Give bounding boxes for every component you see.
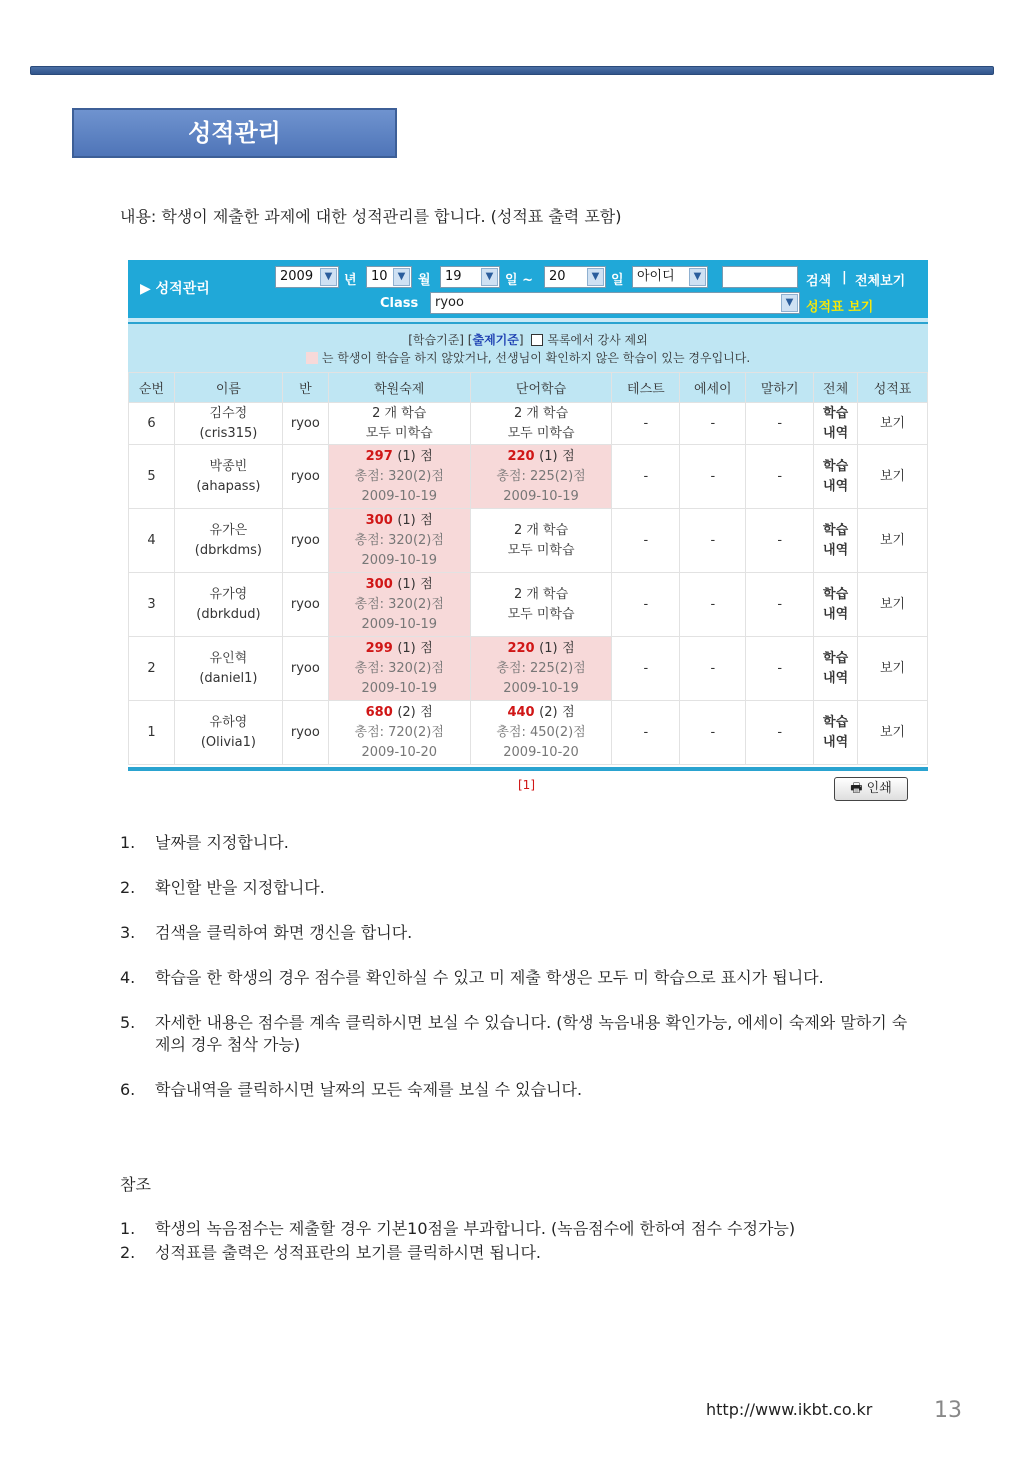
- study-history-link[interactable]: 학습 내역: [814, 509, 858, 573]
- chevron-down-icon: ▼: [320, 268, 337, 286]
- month-select[interactable]: 10 ▼: [366, 266, 412, 288]
- month-unit: 월: [418, 273, 431, 288]
- col-no: 순번: [129, 373, 175, 403]
- report-view-link[interactable]: 보기: [858, 445, 928, 509]
- col-word-study: 단어학습: [470, 373, 612, 403]
- homework-cell[interactable]: 2 개 학습 모두 미학습: [328, 403, 470, 445]
- col-all: 전체: [814, 373, 858, 403]
- col-name: 이름: [174, 373, 282, 403]
- day-from-select[interactable]: 19 ▼: [440, 266, 500, 288]
- steps-list: [120, 832, 920, 1124]
- homework-cell[interactable]: 297 (1) 점 총점: 320(2)점 2009-10-19: [328, 445, 470, 509]
- list-item: 5. 자세한 내용은 점수를 계속 클릭하시면 보실 수 있습니다. (학생 녹음내용 확인가능, 에세이 숙제와 말하기 숙제의 경우 첨삭 가능): [120, 1013, 908, 1054]
- list-item: 1. 학생의 녹음점수는 제출할 경우 기본10점을 부과합니다. (녹음점수에 한하여 점수 수정가능): [120, 1219, 796, 1238]
- word-study-cell[interactable]: 2 개 학습 모두 미학습: [470, 403, 612, 445]
- footer-url: http://www.ikbt.co.kr: [706, 1400, 873, 1419]
- homework-cell[interactable]: 300 (1) 점 총점: 320(2)점 2009-10-19: [328, 573, 470, 637]
- col-report: 성적표: [858, 373, 928, 403]
- class-label: Class: [380, 296, 419, 311]
- chevron-down-icon: ▼: [481, 268, 498, 286]
- unchecked-color-swatch: [306, 352, 318, 364]
- study-history-link[interactable]: 학습 내역: [814, 637, 858, 701]
- study-history-link[interactable]: 학습 내역: [814, 403, 858, 445]
- print-button[interactable]: 🖶 인쇄: [834, 777, 908, 801]
- top-rule: [30, 66, 994, 75]
- report-view-link[interactable]: 보기: [858, 573, 928, 637]
- table-row: 1 유하영 (Olivia1) ryoo 680 (2) 점 총점: 720(2)점 2009-10-20 440 (2) 점 총점: 450(2)점 2009-10-20 - - - 학습 내역 보기: [129, 701, 928, 765]
- homework-cell[interactable]: 680 (2) 점 총점: 720(2)점 2009-10-20: [328, 701, 470, 765]
- col-class: 반: [282, 373, 328, 403]
- word-study-cell[interactable]: 220 (1) 점 총점: 225(2)점 2009-10-19: [470, 637, 612, 701]
- chevron-down-icon: ▼: [781, 294, 798, 312]
- day-to-select[interactable]: 20 ▼: [544, 266, 606, 288]
- list-item: 2. 확인할 반을 지정합니다.: [120, 878, 325, 897]
- study-basis-link[interactable]: [학습기준]: [408, 333, 464, 347]
- list-item: 6. 학습내역을 클릭하시면 날짜의 모든 숙제를 보실 수 있습니다.: [120, 1080, 583, 1099]
- pagination[interactable]: [1]: [518, 778, 535, 792]
- table-row: 2 유인혁 (daniel1) ryoo 299 (1) 점 총점: 320(2)점 2009-10-19 220 (1) 점 총점: 225(2)점 2009-10-19 - - - 학습 내역 보기: [129, 637, 928, 701]
- table-header: [129, 373, 928, 403]
- homework-cell[interactable]: 299 (1) 점 총점: 320(2)점 2009-10-19: [328, 637, 470, 701]
- table-bottom-rule: [128, 767, 928, 771]
- day-to-unit: 일: [611, 273, 624, 288]
- word-study-cell[interactable]: 440 (2) 점 총점: 450(2)점 2009-10-20: [470, 701, 612, 765]
- printer-icon: 🖶: [850, 781, 863, 796]
- report-view-link[interactable]: 보기: [858, 509, 928, 573]
- criteria-bar: [학습기준] [출제기준] 목록에서 강사 제외 는 학생이 학습을 하지 않았거나, 선생님이 확인하지 않은 학습이 있는 경우입니다.: [128, 322, 928, 372]
- assign-basis-link[interactable]: 출제기준: [472, 333, 519, 347]
- page-title: 성적관리: [72, 108, 397, 158]
- study-history-link[interactable]: 학습 내역: [814, 445, 858, 509]
- grade-table: [128, 372, 928, 765]
- table-row: 3 유가영 (dbrkdud) ryoo 300 (1) 점 총점: 320(2)점 2009-10-19 2 개 학습 모두 미학습 - - - 학습 내역 보기: [129, 573, 928, 637]
- list-item: 3. 검색을 클릭하여 화면 갱신을 합니다.: [120, 923, 413, 942]
- chevron-down-icon: ▼: [587, 268, 604, 286]
- report-view-link[interactable]: 보기: [858, 701, 928, 765]
- homework-cell[interactable]: 300 (1) 점 총점: 320(2)점 2009-10-19: [328, 509, 470, 573]
- study-history-link[interactable]: 학습 내역: [814, 701, 858, 765]
- reference-title: 참조: [120, 1175, 151, 1194]
- col-test: 테스트: [612, 373, 680, 403]
- reference-list: [120, 1218, 920, 1266]
- view-all-button[interactable]: 전체보기: [855, 274, 906, 289]
- col-speaking: 말하기: [746, 373, 814, 403]
- class-select[interactable]: ryoo ▼: [430, 292, 800, 314]
- table-row: 4 유가은 (dbrkdms) ryoo 300 (1) 점 총점: 320(2)점 2009-10-19 2 개 학습 모두 미학습 - - - 학습 내역 보기: [129, 509, 928, 573]
- id-field-select[interactable]: 아이디 ▼: [632, 266, 708, 288]
- word-study-cell[interactable]: 2 개 학습 모두 미학습: [470, 573, 612, 637]
- word-study-cell[interactable]: 2 개 학습 모두 미학습: [470, 509, 612, 573]
- list-item: 4. 학습을 한 학생의 경우 점수를 확인하실 수 있고 미 제출 학생은 모두 미 학습으로 표시가 됩니다.: [120, 968, 824, 987]
- report-view-link[interactable]: 보기: [858, 403, 928, 445]
- day-from-unit: 일 ~: [505, 273, 533, 288]
- link-separator: |: [842, 270, 847, 285]
- col-essay: 에세이: [680, 373, 746, 403]
- page-number: 13: [934, 1398, 962, 1423]
- legend-text: 는 학생이 학습을 하지 않았거나, 선생님이 확인하지 않은 학습이 있는 경우입니다.: [321, 351, 751, 365]
- list-item: 2. 성적표를 출력은 성적표란의 보기를 클릭하시면 됩니다.: [120, 1243, 542, 1262]
- col-homework: 학원숙제: [328, 373, 470, 403]
- list-item: 1. 날짜를 지정합니다.: [120, 833, 289, 852]
- study-history-link[interactable]: 학습 내역: [814, 573, 858, 637]
- report-view-link[interactable]: 보기: [858, 637, 928, 701]
- report-view-button[interactable]: 성적표 보기: [806, 300, 874, 315]
- chevron-down-icon: ▼: [689, 268, 706, 286]
- year-unit: 년: [344, 273, 357, 288]
- exclude-teacher-label: 목록에서 강사 제외: [547, 333, 648, 347]
- word-study-cell[interactable]: 220 (1) 점 총점: 225(2)점 2009-10-19: [470, 445, 612, 509]
- grade-management-screenshot: [128, 260, 928, 805]
- year-select[interactable]: 2009 ▼: [275, 266, 339, 288]
- search-header: [128, 260, 928, 318]
- search-input[interactable]: [722, 266, 798, 288]
- exclude-teacher-checkbox[interactable]: [531, 334, 543, 346]
- table-row: 5 박종빈 (ahapass) ryoo 297 (1) 점 총점: 320(2)점 2009-10-19 220 (1) 점 총점: 225(2)점 2009-10-19 - - - 학습 내역 보기: [129, 445, 928, 509]
- module-title: ▶ 성적관리: [140, 281, 210, 297]
- intro-text: 내용: 학생이 제출한 과제에 대한 성적관리를 합니다. (성적표 출력 포함): [120, 207, 622, 226]
- search-button[interactable]: 검색: [806, 274, 832, 289]
- chevron-down-icon: ▼: [393, 268, 410, 286]
- table-row: 6 김수정 (cris315) ryoo 2 개 학습 모두 미학습 2 개 학습 모두 미학습 - - - 학습 내역 보기: [129, 403, 928, 445]
